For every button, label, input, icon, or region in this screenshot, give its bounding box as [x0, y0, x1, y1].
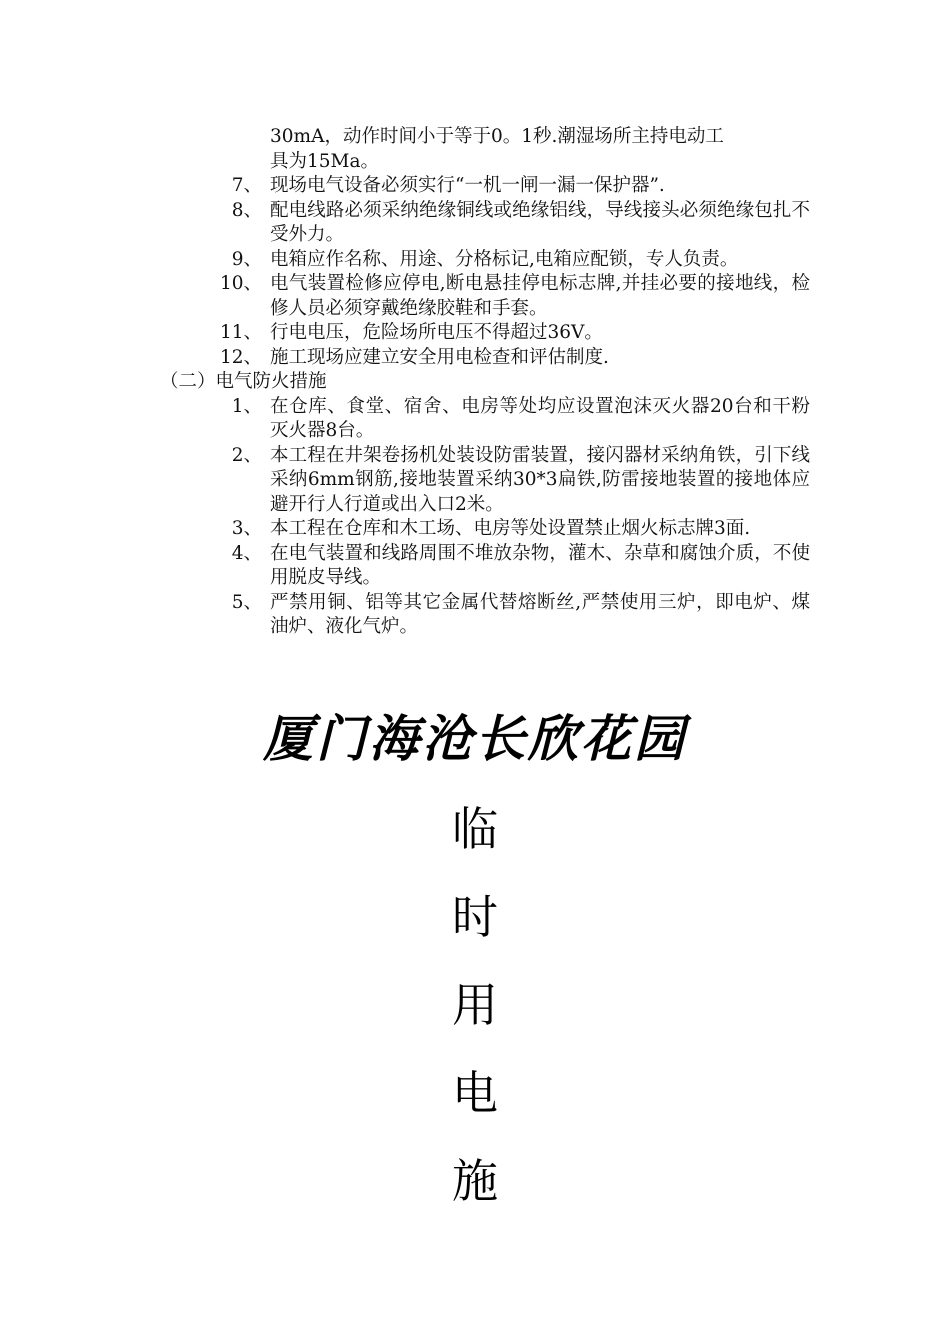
list-item: [0, 199, 950, 248]
cover-title-char: 电: [452, 1066, 498, 1120]
continuation-paragraph: [0, 125, 810, 174]
list-item-number: 7、: [231, 175, 262, 196]
continuation-line: 具为15Ma。: [270, 150, 380, 172]
list-item: [0, 346, 950, 371]
cover-title-char: 时: [452, 890, 498, 944]
list-item: [0, 444, 950, 518]
list-item-text: 现场电气设备必须实行“一机一闸一漏一保护器”.: [270, 175, 665, 196]
continuation-line: 30mA，动作时间小于等于0。1秒.潮湿场所主持电动工: [270, 126, 724, 147]
list-item-number: 8、: [231, 199, 262, 221]
list-item-text: 本工程在井架卷扬机处装设防雷装置，接闪器材采纳角铁，引下线采纳6mm钢筋,接地装置采纳30*3扁铁,防雷接地装置的接地体应避开行人行道或出入口2米。: [270, 444, 810, 515]
list-item-number: 11、: [219, 322, 262, 343]
list-item: [0, 321, 950, 346]
list-electrical-safety: [0, 174, 950, 370]
vertical-cover-title: [425, 785, 525, 1225]
list-item: [0, 248, 950, 273]
list-item-number: 2、: [231, 444, 262, 466]
list-item: [0, 591, 950, 640]
cover-title-char: 施: [452, 1154, 498, 1208]
project-title: 厦门海沧长欣花园: [263, 709, 687, 768]
list-item-number: 3、: [231, 518, 262, 539]
list-item-number: 4、: [231, 542, 262, 564]
list-fire-prevention: [0, 395, 950, 640]
list-item-text: 本工程在仓库和木工场、电房等处设置禁止烟火标志牌3面.: [270, 518, 751, 539]
list-item: [0, 542, 950, 591]
list-item-text: 严禁用铜、铝等其它金属代替熔断丝,严禁使用三炉，即电炉、煤油炉、液化气炉。: [270, 591, 810, 637]
list-item-text: 配电线路必须采纳绝缘铜线或绝缘铝线，导线接头必须绝缘包扎不受外力。: [270, 199, 810, 245]
list-item-text: 电箱应作名称、用途、分格标记,电箱应配锁，专人负责。: [270, 248, 739, 270]
list-item-number: 1、: [231, 395, 262, 417]
list-item-number: 9、: [231, 248, 262, 270]
list-item: [0, 517, 950, 542]
list-item-number: 12、: [219, 346, 262, 368]
cover-title-char: 临: [452, 802, 498, 856]
list-item-text: 施工现场应建立安全用电检查和评估制度.: [270, 346, 609, 368]
list-item-text: 在仓库、食堂、宿舍、电房等处均应设置泡沫灭火器20台和干粉灭火器8台。: [270, 395, 810, 441]
list-item-number: 10、: [219, 273, 262, 294]
list-item: [0, 272, 950, 321]
list-item-text: 在电气装置和线路周围不堆放杂物，灌木、杂草和腐蚀介质，不使用脱皮导线。: [270, 542, 810, 588]
list-item-text: 电气装置检修应停电,断电悬挂停电标志牌,并挂必要的接地线，检修人员必须穿戴绝缘胶鞋和手套。: [270, 273, 810, 319]
cover-title-char: 用: [452, 978, 498, 1032]
list-item: [0, 174, 950, 199]
list-item-number: 5、: [231, 591, 262, 613]
list-item: [0, 395, 950, 444]
list-item-text: 行电电压，危险场所电压不得超过36V。: [270, 322, 603, 343]
section-heading: （二）电气防火措施: [160, 371, 327, 392]
document-body: [0, 125, 950, 640]
